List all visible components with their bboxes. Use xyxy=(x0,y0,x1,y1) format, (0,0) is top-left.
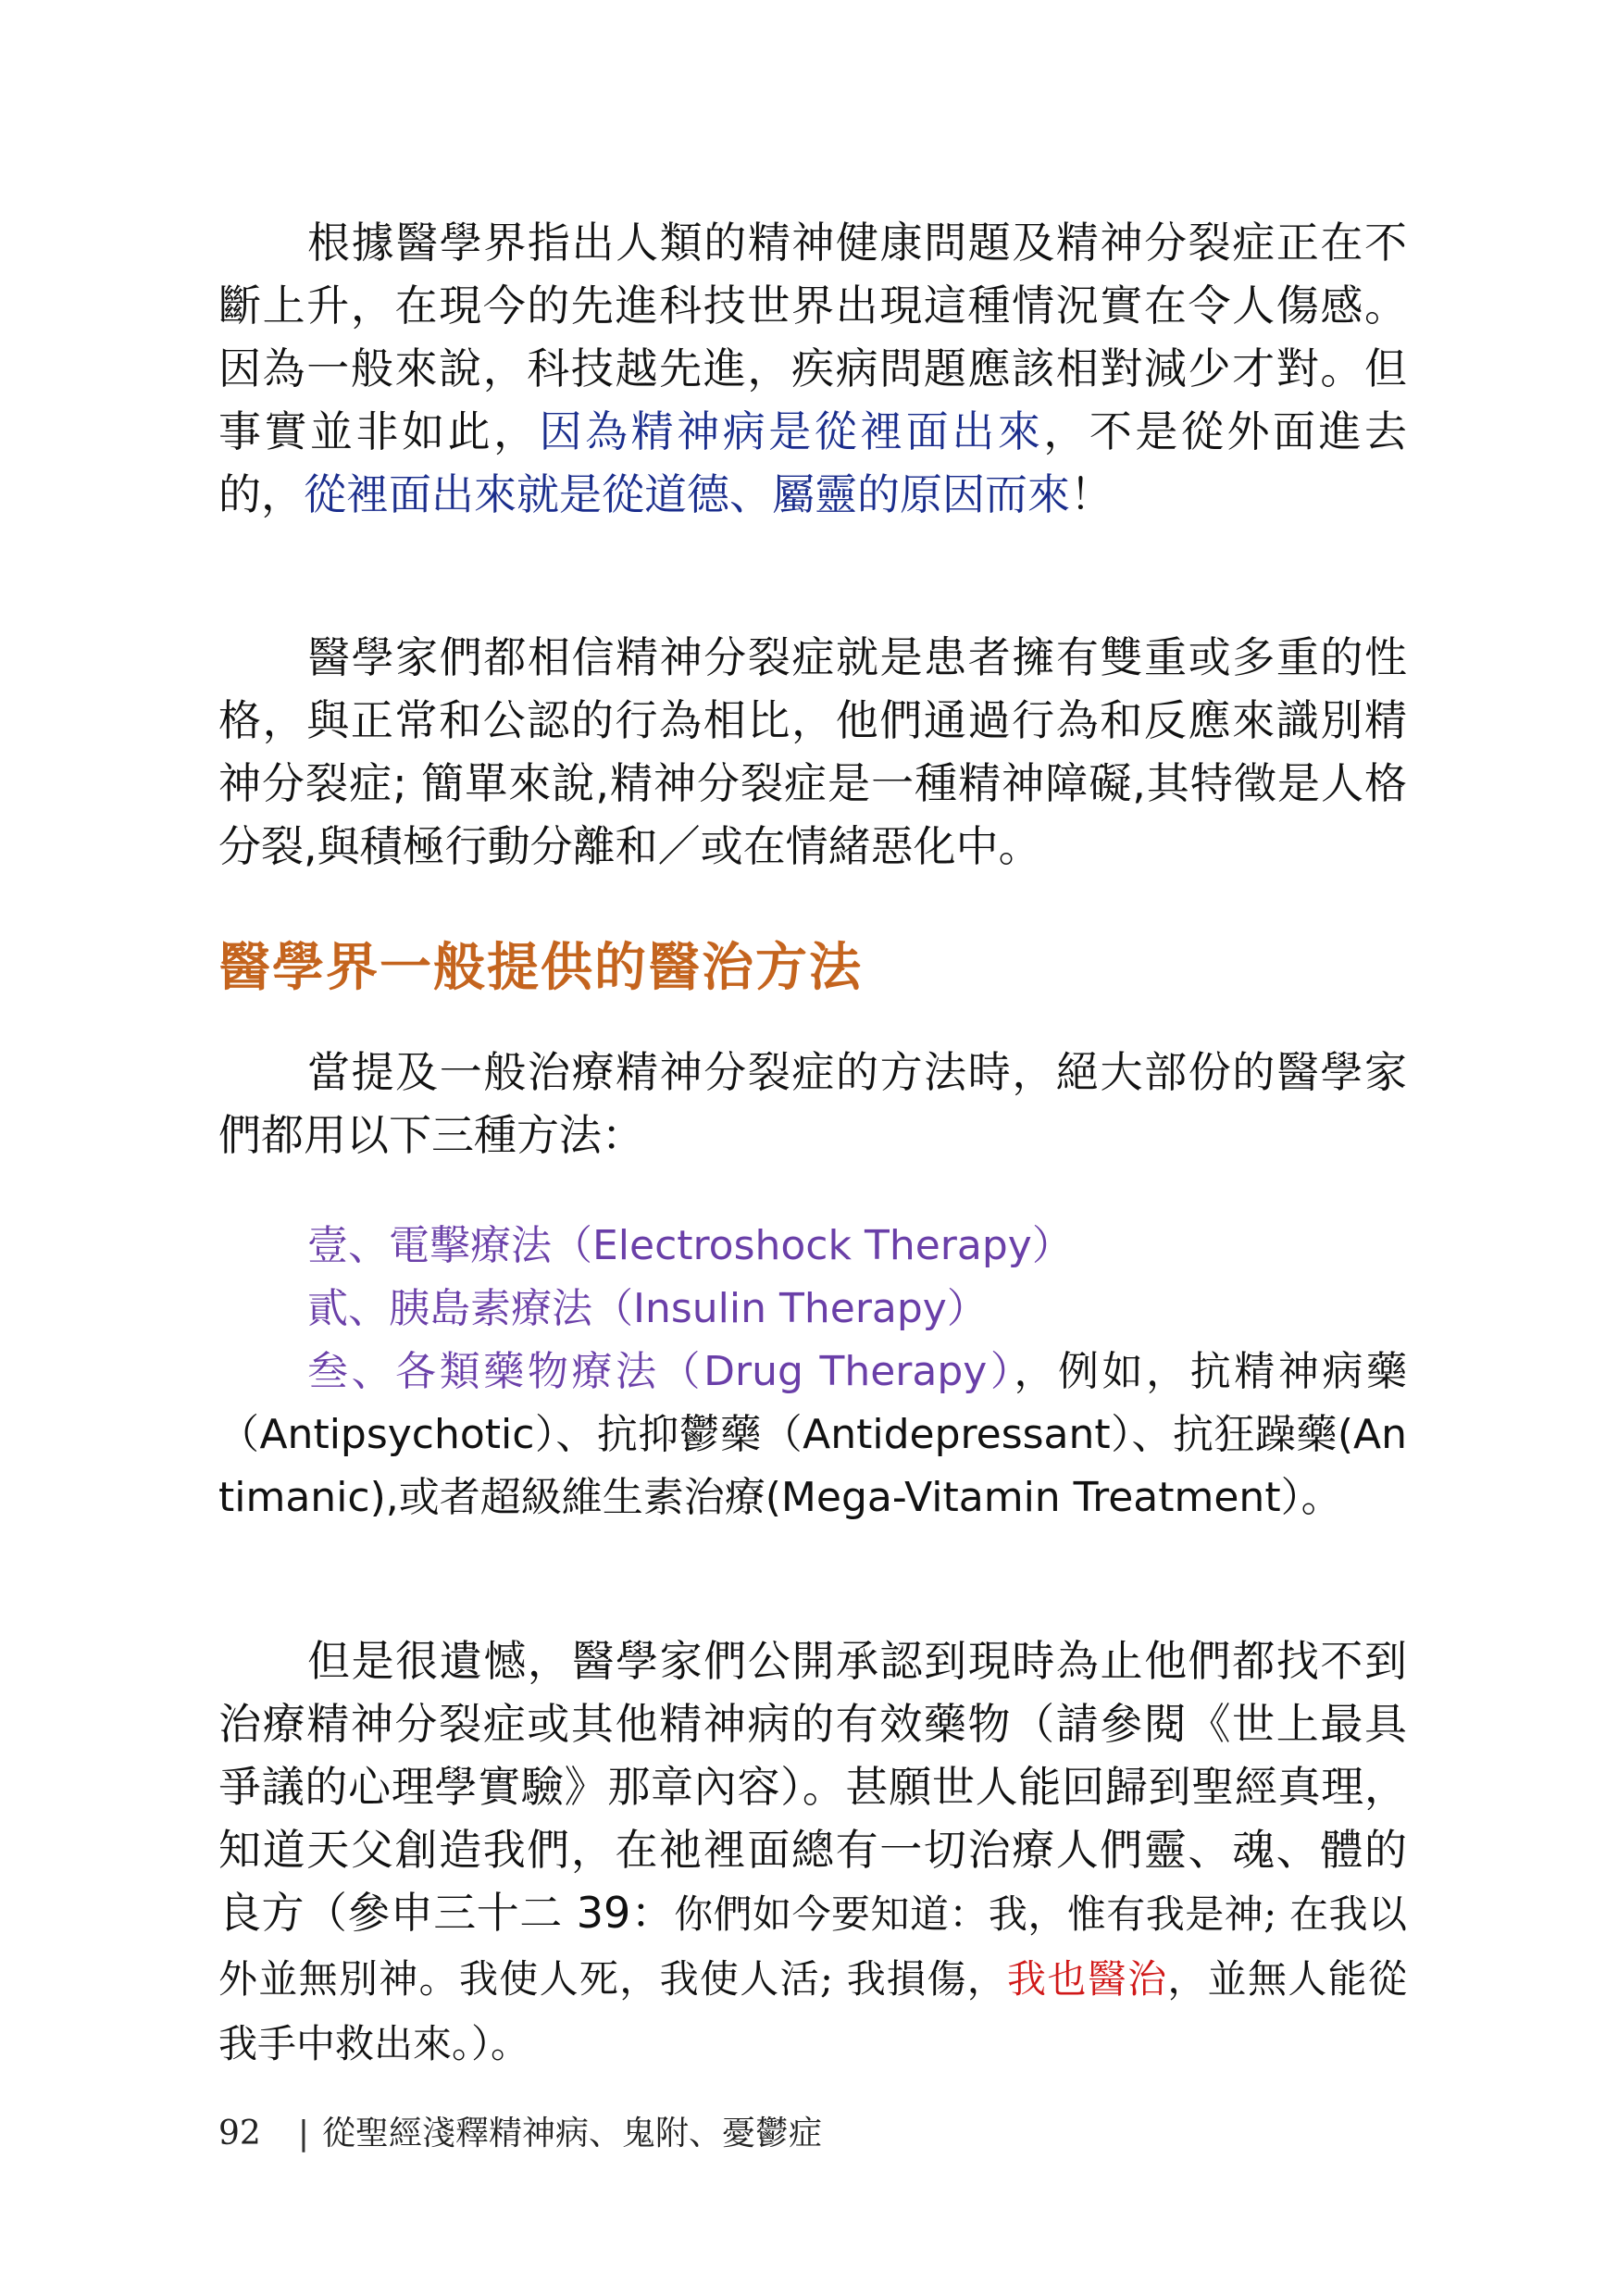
list-item-3 xyxy=(218,1341,1407,1529)
scripture-quote-highlight: 我也醫治 xyxy=(1007,1956,1168,2002)
paragraph-3: 當提及一般治療精神分裂症的方法時，絕大部份的醫學家們都用以下三種方法： xyxy=(218,1047,1407,1160)
paragraph-4-text: 但是很遺憾，醫學家們公開承認到現時為止他們都找不到治療精神分裂症或其他精神病的有效藥物（請參閱《世上最具爭議的心理學實驗》那章內容）。甚願世人能回歸到聖經真理，知道天父創造我們，在祂裡面總有一切治療人們靈、魂、體的良方（參申三十二 39： xyxy=(218,1636,1407,1938)
scripture-quote-b: ，並無人能從我手中救出來。）。 xyxy=(218,1956,1407,2066)
paragraph-4 xyxy=(218,1629,1407,2076)
list-item-1: 壹、電擊療法（Electroshock Therapy） xyxy=(307,1222,1073,1269)
therapy-list xyxy=(218,1215,1407,1529)
paragraph-1-emphasis-b: 從裡面出來就是從道德、屬靈的原因而來 xyxy=(304,469,1070,519)
paragraph-1-text-b: ，不是從外面進去的， xyxy=(218,406,1408,519)
paragraph-1-text-a: 根據醫學界指出人類的精神健康問題及精神分裂症正在不斷上升，在現今的先進科技世界出現這種情況實在令人傷感。因為一般來說，科技越先進，疾病問題應該相對減少才對。但事實並非如此， xyxy=(218,218,1407,456)
list-item-3-text: ，例如，抗精神病藥（Antipsychotic）、抗抑鬱藥（Antidepressant）、抗狂躁藥(Antimanic),或者超級維生素治療(Mega-Vitamin Treatment）。 xyxy=(218,1348,1407,1521)
scripture-quote-a: 你們如今要知道：我，惟有我是神; 在我以外並無別神。我使人死，我使人活; 我損傷， xyxy=(218,1891,1407,2002)
paragraph-1-text-c: ！ xyxy=(1070,469,1113,519)
page-footer xyxy=(218,2111,822,2157)
list-item-2: 貳、胰島素療法（Insulin Therapy） xyxy=(307,1285,988,1332)
page-number: 92 xyxy=(218,2115,261,2152)
paragraph-1-emphasis-a: 因為精神病是從裡面出來 xyxy=(539,406,1044,456)
paragraph-2: 醫學家們都相信精神分裂症就是患者擁有雙重或多重的性格，與正常和公認的行為相比，他們通過行為和反應來識別精神分裂症; 簡單來說,精神分裂症是一種精神障礙,其特徵是人格分裂,與積極行動分離和／或在情緒惡化中。 xyxy=(218,632,1407,871)
book-title: 從聖經淺釋精神病、鬼附、憂鬱症 xyxy=(321,2115,822,2152)
paragraph-1 xyxy=(218,211,1407,526)
footer-separator: | xyxy=(297,2115,309,2152)
list-item-3-label: 叁、各類藥物療法（Drug Therapy） xyxy=(307,1348,1014,1395)
section-heading: 醫學界一般提供的醫治方法 xyxy=(218,937,863,998)
